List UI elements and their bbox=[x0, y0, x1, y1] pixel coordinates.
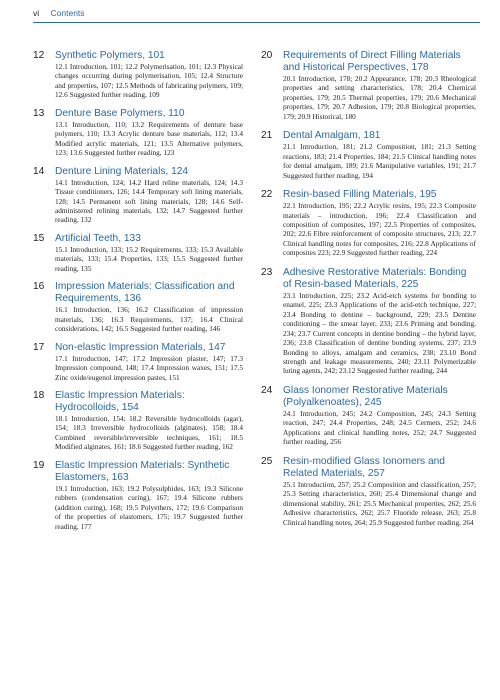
chapter-sections: 15.1 Introduction, 133; 15.2 Requirements, 133; 15.3 Available materials, 133; 15.4 Properties, 133; 15.5 Suggested further reading, 135 bbox=[55, 244, 243, 273]
chapter-sections: 12.1 Introduction, 101; 12.2 Polymerisation, 101; 12.3 Physical changes occurring during polymerisation, 105; 12.4 Structure and properties, 107; 12.5 Methods of fabricating polymers, 109; 12.6 Suggested further reading, 109 bbox=[55, 62, 243, 100]
right-column bbox=[261, 50, 476, 527]
running-header bbox=[33, 8, 480, 18]
toc-entry[interactable] bbox=[261, 189, 476, 258]
chapter-title[interactable]: Dental Amalgam, 181 bbox=[283, 130, 381, 142]
chapter-number: 20 bbox=[261, 50, 273, 61]
chapter-title[interactable]: Synthetic Polymers, 101 bbox=[55, 50, 165, 61]
chapter-title[interactable]: Artificial Teeth, 133 bbox=[55, 232, 141, 244]
chapter-title[interactable]: Impression Materials: Classification and Requirements, 136 bbox=[55, 281, 235, 305]
chapter-sections: 23.1 Introduction, 225; 23.2 Acid-etch systems for bonding to enamel, 225; 23.3 Applications of the acid-etch technique, 227; 23.4 Bonding to dentine – background, 229; 23.5 Dentine conditioning – the smear layer, 233; 23.6 Priming and bonding, 234; 23.7 Current concepts in dentine bonding – the hybrid layer, 236; 23.8 Classification of dentine bonding systems, 237; 23.9 Bonding to alloys, amalgam and ceramics, 238; 23.10 Bond strength and leakage measurements, 240; 23.11 Polymerizable luting agents, 242; 23.12 Suggested further reading, 244 bbox=[283, 290, 476, 376]
chapter-number: 12 bbox=[33, 50, 45, 61]
chapter-sections: 19.1 Introduction, 163; 19.2 Polysulphides, 163; 19.3 Silicone rubbers (condensation curing), 167; 19.4 Silicone rubbers (addition curing), 168; 19.5 Polyethers, 172; 19.6 Comparison of the properties of elastomers, 175; 19.7 Suggested further reading, 177 bbox=[55, 483, 243, 531]
toc-entry[interactable] bbox=[261, 385, 476, 447]
toc-entry[interactable] bbox=[33, 166, 243, 225]
chapter-sections: 18.1 Introduction, 154; 18.2 Reversible hydrocolloids (agar), 154; 18.3 Irreversible hydrocolloids (alginates), 158; 18.4 Combined reversible/irreversible techniques, 161; 18.5 Modified alginates, 161; 18.6 Suggested further reading, 162 bbox=[55, 413, 243, 452]
chapter-sections: 24.1 Introduction, 245; 24.2 Composition, 245; 24.3 Setting reaction, 247; 24.4 Properties, 248; 24.5 Cermets, 252; 24.6 Applications and clinical handling notes, 252; 24.7 Suggested further reading, 256 bbox=[283, 408, 476, 447]
chapter-number: 16 bbox=[33, 281, 45, 293]
chapter-number: 24 bbox=[261, 384, 273, 396]
header-rule bbox=[33, 22, 480, 23]
chapter-title[interactable]: Resin-modified Glass Ionomers and Related Materials, 257 bbox=[283, 455, 445, 479]
toc-entry[interactable] bbox=[261, 130, 476, 180]
chapter-sections: 21.1 Introduction, 181; 21.2 Composition, 181; 21.3 Setting reactions, 183; 21.4 Properties, 184; 21.5 Clinical handling notes for dental amalgam, 189; 21.6 Manipulative variables, 191; 21.7 Suggested further reading, 194 bbox=[283, 142, 476, 180]
chapter-title[interactable]: Denture Base Polymers, 110 bbox=[55, 107, 185, 119]
toc-entry[interactable] bbox=[33, 460, 243, 531]
left-column bbox=[33, 50, 243, 531]
chapter-sections: 17.1 Introduction, 147; 17.2 Impression plaster, 147; 17.3 Impression compound, 148; 17.4 Impression waxes, 151; 17.5 Zinc oxide/eugenol impression pastes, 151 bbox=[55, 353, 243, 382]
chapter-sections: 22.1 Introduction, 195; 22.2 Acrylic resins, 195; 22.3 Composite materials – introduction, 196; 22.4 Classification and composition of composites, 197; 22.5 Properties of composites, 202; 22.6 Fibre reinforcement of composite structures, 213; 22.7 Clinical handling notes for composites, 216; 22.8 Applications of composites 223; 22.9 Suggested further reading, 224 bbox=[283, 201, 476, 258]
chapter-number: 13 bbox=[33, 107, 45, 119]
chapter-number: 23 bbox=[261, 266, 273, 278]
toc-entry[interactable] bbox=[261, 50, 476, 121]
chapter-sections: 25.1 Introduction, 257; 25.2 Composition and classification, 257; 25.3 Setting characteristics, 260; 25.4 Dimensional change and dimensional stability, 261; 25.5 Mechanical properties, 262; 25.6 Adhesive characteristics, 262; 25.7 Fluoride release, 263; 25.8 Clinical handling notes, 264; 25.9 Suggested further reading, 264 bbox=[283, 479, 476, 527]
chapter-title[interactable]: Denture Lining Materials, 124 bbox=[55, 165, 189, 177]
toc-entry[interactable] bbox=[33, 281, 243, 333]
chapter-sections: 20.1 Introduction, 178; 20.2 Appearance, 178; 20.3 Rheological properties and setting characteristics, 178; 20.4 Chemical properties, 179; 20.5 Thermal properties, 179; 20.6 Mechanical properties, 179; 20.7 Adhesion, 179; 20.8 Biological properties, 179; 20.9 Historical, 180 bbox=[283, 74, 476, 121]
chapter-title[interactable]: Non-elastic Impression Materials, 147 bbox=[55, 341, 226, 353]
chapter-title[interactable]: Resin-based Filling Materials, 195 bbox=[283, 189, 437, 201]
chapter-title[interactable]: Glass Ionomer Restorative Materials (Polyalkenoates), 245 bbox=[283, 384, 448, 408]
chapter-number: 22 bbox=[261, 189, 273, 201]
chapter-number: 14 bbox=[33, 165, 45, 177]
chapter-number: 19 bbox=[33, 459, 45, 471]
chapter-title[interactable]: Requirements of Direct Filling Materials and Historical Perspectives, 178 bbox=[283, 50, 461, 73]
chapter-number: 25 bbox=[261, 455, 273, 467]
section-title: Contents bbox=[50, 8, 85, 18]
chapter-number: 15 bbox=[33, 232, 45, 244]
chapter-title[interactable]: Elastic Impression Materials: Synthetic Elastomers, 163 bbox=[55, 459, 230, 483]
toc-entry[interactable] bbox=[33, 342, 243, 382]
toc-entry[interactable] bbox=[261, 456, 476, 527]
toc-entry[interactable] bbox=[33, 233, 243, 273]
chapter-title[interactable]: Adhesive Restorative Materials: Bonding of Resin-based Materials, 225 bbox=[283, 266, 467, 290]
toc-entry[interactable] bbox=[33, 390, 243, 452]
chapter-sections: 14.1 Introduction, 124; 14.2 Hard reline materials, 124; 14.3 Tissue conditioners, 126; 14.4 Temporary soft lining materials, 128; 14.5 Permanent soft lining materials, 128; 14.6 Self-administered relining materials, 132; 14.7 Suggested further reading, 132 bbox=[55, 177, 243, 225]
chapter-title[interactable]: Elastic Impression Materials: Hydrocolloids, 154 bbox=[55, 389, 185, 413]
chapter-sections: 16.1 Introduction, 136; 16.2 Classification of impression materials, 136; 16.3 Requirements, 137; 16.4 Clinical considerations, 142; 16.5 Suggested further reading, 146 bbox=[55, 305, 243, 334]
chapter-number: 21 bbox=[261, 130, 273, 142]
toc-entry[interactable] bbox=[261, 267, 476, 376]
toc-entry[interactable] bbox=[33, 50, 243, 100]
page-number: vi bbox=[33, 8, 40, 18]
toc-entry[interactable] bbox=[33, 108, 243, 158]
chapter-number: 18 bbox=[33, 389, 45, 401]
chapter-number: 17 bbox=[33, 341, 45, 353]
chapter-sections: 13.1 Introduction, 110; 13.2 Requirements of denture base polymers, 110; 13.3 Acrylic denture base materials, 112; 13.4 Modified acrylic materials, 121; 13.5 Alternative polymers, 123; 13.6 Suggested further reading, 123 bbox=[55, 119, 243, 158]
